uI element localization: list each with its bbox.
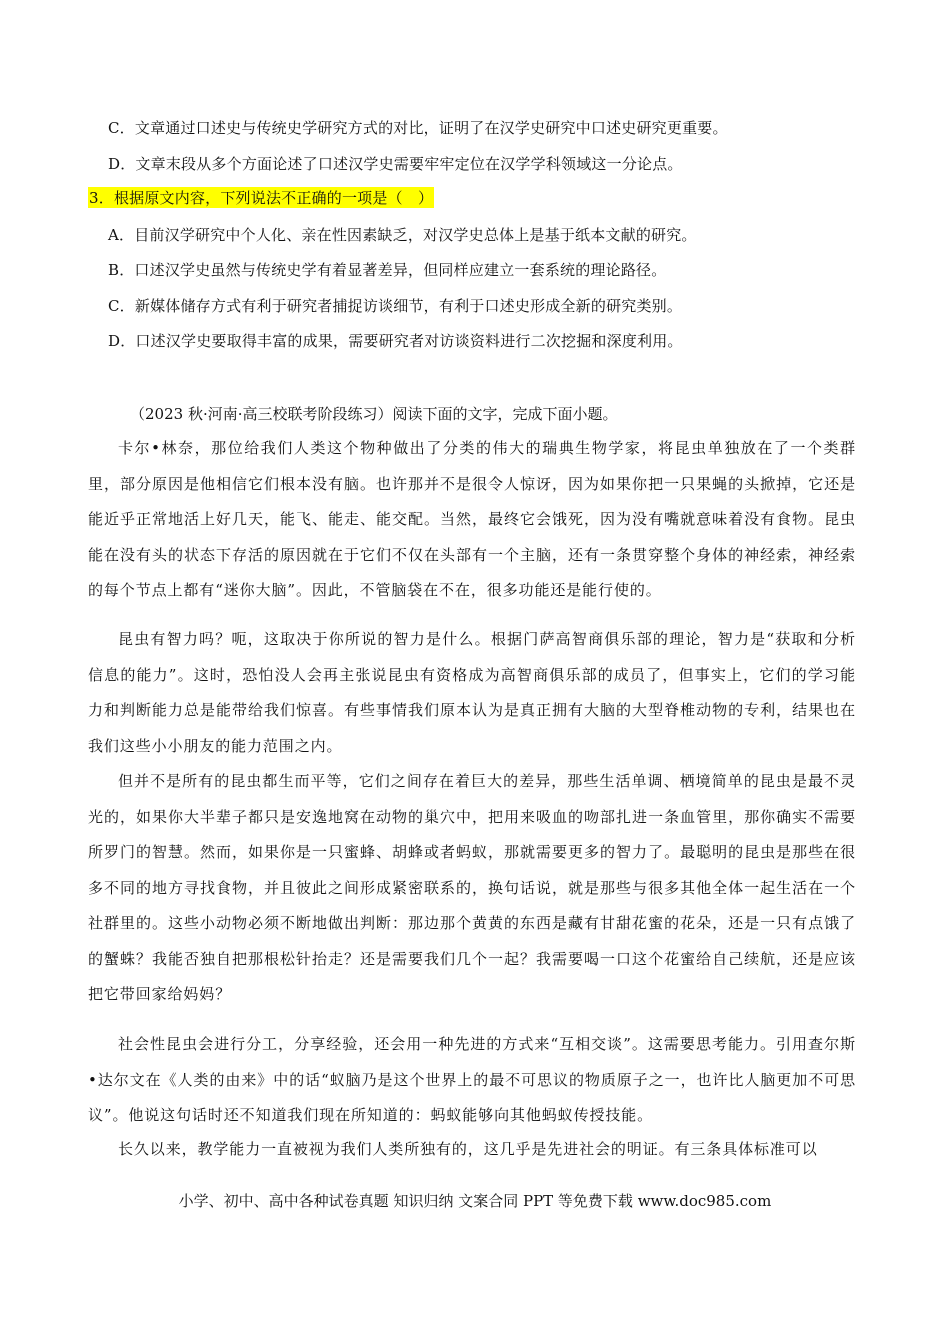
- prev-option-d: D．文章末段从多个方面论述了口述汉学史需要牢牢定位在汉学学科领域这一分论点。: [108, 155, 683, 173]
- question-3-stem: 3．根据原文内容，下列说法不正确的一项是（ ）: [89, 189, 434, 207]
- page-footer: 小学、初中、高中各种试卷真题 知识归纳 文案合同 PPT 等免费下载 www.doc985.com: [178, 1192, 772, 1210]
- prev-option-c: C．文章通过口述史与传统史学研究方式的对比，证明了在汉学史研究中口述史研究更重要。: [108, 119, 728, 137]
- q3-option-a: A．目前汉学研究中个人化、亲在性因素缺乏，对汉学史总体上是基于纸本文献的研究。: [108, 226, 697, 244]
- passage-paragraph-2: 昆虫有智力吗？呃，这取决于你所说的智力是什么。根据门萨高智商俱乐部的理论，智力是“获取和分析信息的能力”。这时，恐怕没人会再主张说昆虫有资格成为高智商俱乐部的成员了，但事实上，它们的学习能力和判断能力总是能带给我们惊喜。有些事情我们原本认为是真正拥有大脑的大型脊椎动物的专利，结果也在我们这些小小朋友的能力范围之内。: [88, 630, 856, 755]
- q3-option-b: B．口述汉学史虽然与传统史学有着显著差异，但同样应建立一套系统的理论路径。: [108, 261, 667, 279]
- passage-paragraph-4: 社会性昆虫会进行分工，分享经验，还会用一种先进的方式来“互相交谈”。这需要思考能力。引用查尔斯•达尔文在《人类的由来》中的话“蚁脑乃是这个世界上的最不可思议的物质原子之一，也许比人脑更加不可思议”。他说这句话时还不知道我们现在所知道的：蚂蚁能够向其他蚂蚁传授技能。: [88, 1035, 856, 1124]
- passage-paragraph-3: 但并不是所有的昆虫都生而平等，它们之间存在着巨大的差异，那些生活单调、栖境简单的昆虫是最不灵光的，如果你大半辈子都只是安逸地窝在动物的巢穴中，把用来吸血的吻部扎进一条血管里，那你确实不需要所罗门的智慧。然而，如果你是一只蜜蜂、胡蜂或者蚂蚁，那就需要更多的智力了。最聪明的昆虫是那些在很多不同的地方寻找食物，并且彼此之间形成紧密联系的，换句话说，就是那些与很多其他全体一起生活在一个社群里的。这些小动物必须不断地做出判断：那边那个黄黄的东西是藏有甘甜花蜜的花朵，还是一只有点饿了的蟹蛛？我能否独自把那根松针抬走？还是需要我们几个一起？我需要喝一口这个花蜜给自己续航，还是应该把它带回家给妈妈？: [88, 772, 856, 1003]
- passage-paragraph-1: 卡尔•林奈，那位给我们人类这个物种做出了分类的伟大的瑞典生物学家，将昆虫单独放在了一个类群里，部分原因是他相信它们根本没有脑。也许那并不是很令人惊讶，因为如果你把一只果蝇的头掀掉，它还是能近乎正常地活上好几天，能飞、能走、能交配。当然，最终它会饿死，因为没有嘴就意味着没有食物。昆虫能在没有头的状态下存活的原因就在于它们不仅在头部有一个主脑，还有一条贯穿整个身体的神经索，神经索的每个节点上都有“迷你大脑”。因此，不管脑袋在不在，很多功能还是能行使的。: [88, 439, 856, 599]
- q3-option-c: C．新媒体储存方式有利于研究者捕捉访谈细节，有利于口述史形成全新的研究类别。: [108, 297, 683, 315]
- q3-option-d: D．口述汉学史要取得丰富的成果，需要研究者对访谈资料进行二次挖掘和深度利用。: [108, 332, 683, 350]
- passage-source: （2023 秋·河南·高三校联考阶段练习）阅读下面的文字，完成下面小题。: [130, 405, 618, 423]
- passage-paragraph-5: 长久以来，教学能力一直被视为我们人类所独有的，这几乎是先进社会的明证。有三条具体标准可以: [118, 1140, 818, 1158]
